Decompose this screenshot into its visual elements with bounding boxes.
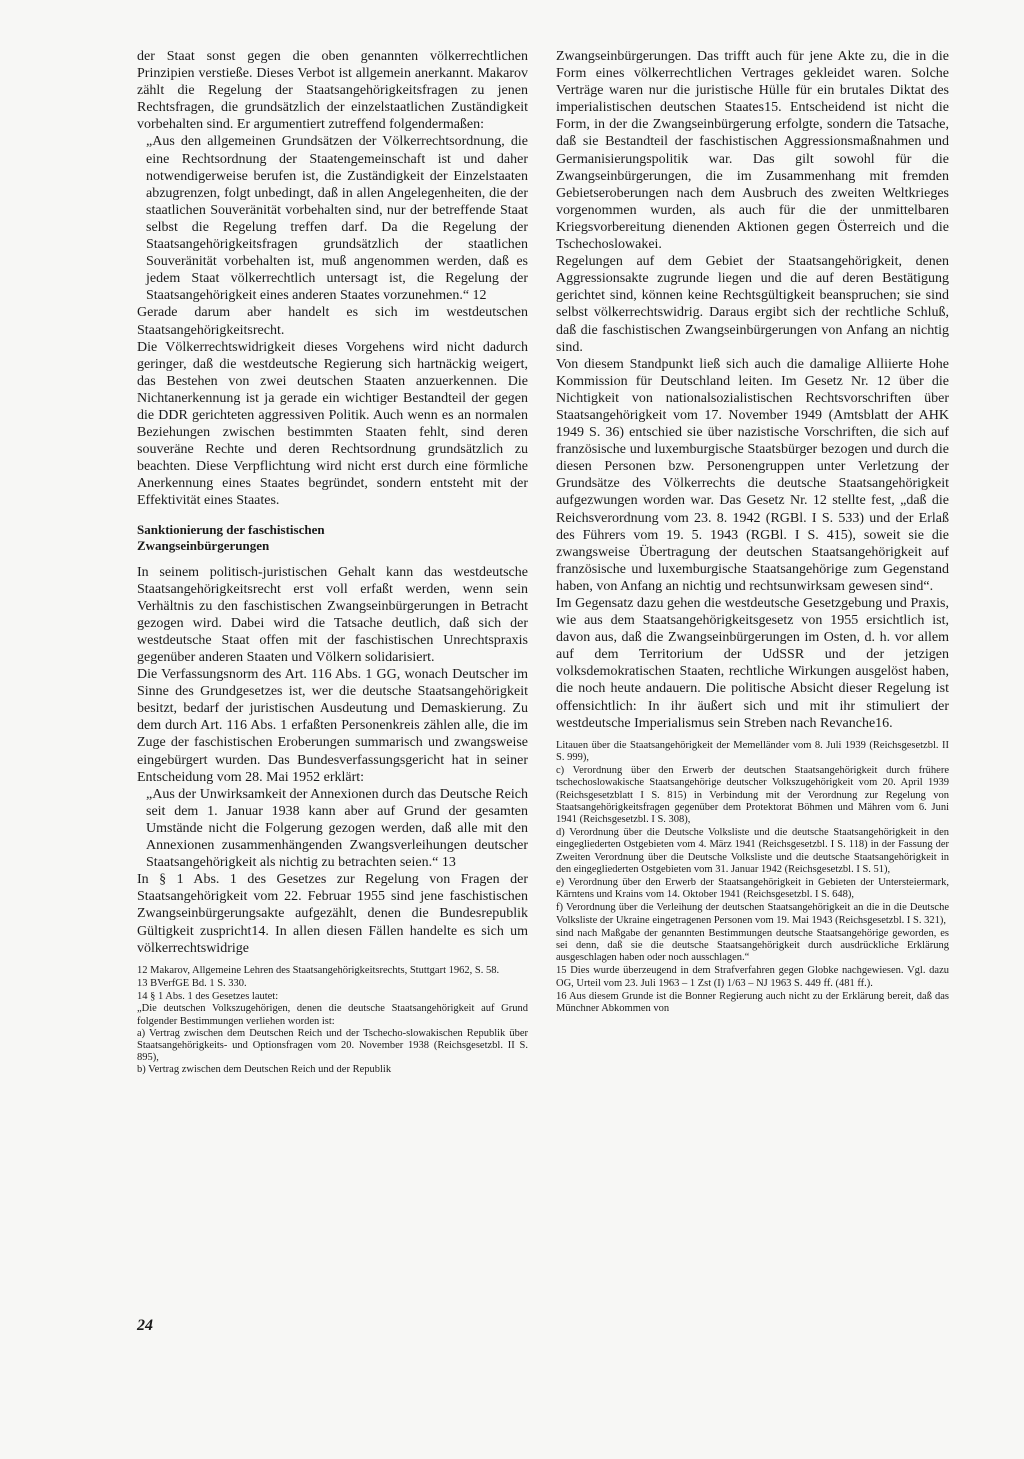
footnote-15: 15 Dies wurde überzeugend in dem Strafverfahren gegen Globke nachgewiesen. Vgl. dazu OG, Urteil vom 23. Juli 1963 – 1 Zst (I) 1/63 – NJ 1963 S. 449 ff. (481 ff.). xyxy=(556,965,949,989)
footnote-14-item-a: a) Vertrag zwischen dem Deutschen Reich und der Tschecho-slowakischen Republik über Staatsangehörigkeits- und Optionsfragen vom 20. November 1938 (Reichsgesetzbl. II S. 895), xyxy=(137,1027,528,1064)
footnote-14: 14 § 1 Abs. 1 des Gesetzes lautet: xyxy=(137,991,279,1003)
page-number: 24 xyxy=(137,1317,153,1334)
footnote-14-closing: sind nach Maßgabe der genannten Bestimmungen deutsche Staatsangehörige geworden, es sei denn, daß sie die deutsche Staatsangehörigkeit durch ausdrückliche Erklärung ausgeschlagen haben oder noch ausschlagen.“ xyxy=(556,927,949,964)
footnote-12: 12 Makarov, Allgemeine Lehren des Staatsangehörigkeitsrechts, Stuttgart 1962, S. 58. xyxy=(137,964,500,976)
footnote-14-item-f: f) Verordnung über die Verleihung der deutschen Staatsangehörigkeit an die in die Deutsche Volksliste der Ukraine eingetragenen Personen vom 19. Mai 1943 (Reichsgesetzbl. I S. 321), xyxy=(556,902,949,926)
paragraph: Die Verfassungsnorm des Art. 116 Abs. 1 GG, wonach Deutscher im Sinne des Grundgesetzes ist, wer die deutsche Staatsangehörigkeit besitzt, bedarf der juristischen Ausdeutung und Demaskierung. Zu dem durch Art. 116 Abs. 1 erfaßten Personenkreis zählen alle, die im Zuge der faschistischen Eroberungen summarisch und zwangsweise eingebürgert wurden. Das Bundesverfassungsgericht hat in seiner Entscheidung vom 28. Mai 1952 erklärt: xyxy=(137,667,528,785)
quotation xyxy=(137,786,528,871)
paragraph: Regelungen auf dem Gebiet der Staatsangehörigkeit, denen Aggressionsakte zugrunde liegen und die auf deren Bestätigung gerichtet sind, können keine Rechtsgültigkeit beanspruchen; sie sind selbst völkerrechtswidrig. Daraus ergibt sich der rechtliche Schluß, daß die faschistischen Zwangseinbürgerungen von Anfang an nichtig sind. xyxy=(556,254,949,355)
paragraph: Die Völkerrechtswidrigkeit dieses Vorgehens wird nicht dadurch geringer, daß die westdeutsche Regierung sich hartnäckig weigert, das Bestehen von zwei deutschen Staaten anzuerkennen. Die Nichtanerkennung ist ja gerade ein wichtiger Bestandteil der gegen die DDR gerichteten aggressiven Politik. Auch wenn es an normalen Beziehungen zwischen bestimmten Staaten fehlt, sind deren souveräne Rechte und deren Rechtsordnung grundsätzlich zu beachten. Diese Verpflichtung wird nicht erst durch eine förmliche Anerkennung eines Staates begründet, sondern entsteht mit der Effektivität eines Staates. xyxy=(137,339,528,509)
footnote-14-item-d: d) Verordnung über die Deutsche Volksliste und die deutsche Staatsangehörigkeit in den eingegliederten Ostgebieten vom 4. März 1941 (Reichsgesetzbl. I S. 118) in der Fassung der Zweiten Verordnung über die Deutsche Volksliste und die deutsche Staatsangehörigkeit in den eingegliederten Ostgebieten vom 31. Januar 1942 (Reichsgesetzbl. I S. 51), xyxy=(556,827,949,875)
quote-text: „Aus der Unwirksamkeit der Annexionen durch das Deutsche Reich seit dem 1. Januar 1938 kann aber auf Grund der gesamten Umstände nicht die Folgerung gezogen werden, daß alle mit den Annexionen zusammenhängenden Zwangsverleihungen deutscher Staatsangehörigkeit als nichtig zu betrachten seien.“ 13 xyxy=(146,786,528,871)
footnote-14-continued: Litauen über die Staatsangehörigkeit der Memelländer vom 8. Juli 1939 (Reichsgesetzbl. II S. 999), xyxy=(556,739,949,763)
footnotes xyxy=(137,965,528,1077)
quote-text: „Aus den allgemeinen Grundsätzen der Völkerrechtsordnung, die eine Rechtsordnung der Staatengemeinschaft ist und daher notwendigerweise berufen ist, die Zuständigkeit der Einzelstaaten abzugrenzen, folgt unbedingt, daß in allen Angelegenheiten, die der staatlichen Souveränität vorbehalten sind, nur der betreffende Staat selbst die Regelung treffen darf. Da die Regelung der Staatsangehörigkeitsfragen grundsätzlich der staatlichen Souveränität vorbehalten ist, muß angenommen werden, daß es jedem Staat völkerrechtlich untersagt ist, die Regelung der Staatsangehörigkeit eines anderen Staates vorzunehmen.“ 12 xyxy=(146,134,528,304)
footnote-14-item-e: e) Verordnung über den Erwerb der Staatsangehörigkeit in Gebieten der Untersteiermark, Kärntens und Krains vom 14. Oktober 1941 (Reichsgesetzbl. I S. 648), xyxy=(556,876,949,901)
paragraph: Zwangseinbürgerungen. Das trifft auch für jene Akte zu, die in die Form eines völkerrechtlichen Vertrages gekleidet waren. Solche Verträge waren nur die juristische Hülle für ein brutales Diktat des imperialistischen deutschen Staates15. Entscheidend ist nicht die Form, in der die Zwangseinbürgerung erfolgte, sondern die Tatsache, daß sie Bestandteil der faschistischen Aggressionsmaßnahmen und Germanisierungspolitik war. Das gilt sowohl für die Zwangseinbürgerungen, die im Zusammenhang mit fremden Gebietseroberungen nach dem Ausbruch des zweiten Weltkrieges vorgenommen wurden, als auch für die der unmittelbaren Kriegsvorbereitung dienenden Aktionen gegen Österreich und die Tschechoslowakei. xyxy=(556,49,949,253)
footnote-14-text: „Die deutschen Volkszugehörigen, denen die deutsche Staatsangehörigkeit auf Grund folgender Bestimmungen verliehen worden ist: xyxy=(137,1003,528,1027)
paragraph: Von diesem Standpunkt ließ sich auch die damalige Alliierte Hohe Kommission für Deutschland leiten. Im Gesetz Nr. 12 über die Nichtigkeit von nationalsozialistischen Rechtsvorschriften über Staatsangehörigkeit vom 17. November 1949 (Amtsblatt der AHK 1949 S. 36) entschied sie über nazistische Vorschriften, die sich auf französische und luxemburgische Staatsbürger bezogen und durch die diesen Personen bzw. Personengruppen unter Verletzung der Grundsätze des Völkerrechts die deutsche Staatsangehörigkeit aufgezwungen worden war. Das Gesetz Nr. 12 stellte fest, „daß die Reichsverordnung vom 23. 8. 1942 (RGBl. I S. 533) und der Erlaß des Führers vom 19. 5. 1943 (RGBl. I S. 415), soweit sie die zwangsweise Übertragung der deutschen Staatsangehörigkeit auf französische und luxemburgische Staatsangehörige zum Gegenstand haben, von Anfang an nichtig und rechtsunwirksam gewesen sind“. xyxy=(556,356,949,594)
paragraph: der Staat sonst gegen die oben genannten völkerrechtlichen Prinzipien verstieße. Dieses Verbot ist allgemein anerkannt. Makarov zählt die Regelung der Staatsangehörigkeitsfragen zu jenen Rechtsfragen, die grundsätzlich der einzelstaatlichen Zuständigkeit vorbehalten sind. Er argumentiert zutreffend folgendermaßen: xyxy=(137,49,528,133)
footnote-16: 16 Aus diesem Grunde ist die Bonner Regierung auch nicht zu der Erklärung bereit, daß das Münchner Abkommen von xyxy=(556,990,949,1015)
right-body xyxy=(556,48,949,732)
left-body-2 xyxy=(137,564,528,957)
paragraph: Im Gegensatz dazu gehen die westdeutsche Gesetzgebung und Praxis, wie aus dem Staatsangehörigkeitsgesetz von 1955 ersichtlich ist, davon aus, daß die Zwangseinbürgerungen im Osten, d. h. vor allem auf dem Territorium der UdSSR und der jetzigen volksdemokratischen Staaten, rechtliche Wirkungen ausgelöst haben, die noch heute andauern. Die politische Absicht dieser Regelung ist offensichtlich: In ihr äußert sich und mit ihr stimuliert der westdeutsche Imperialismus sein Streben nach Revanche16. xyxy=(556,596,949,731)
footnote-14-item-c: c) Verordnung über den Erwerb der deutschen Staatsangehörigkeit durch frühere tschechoslowakische Staatsangehörige deutscher Volkszugehörigkeit vom 20. April 1939 (Reichsgesetzblatt I S. 815) in Verbindung mit der Verordnung zur Regelung von Staatsangehörigkeitsfragen gegenüber dem Protektorat Böhmen und Mähren vom 6. Juni 1941 (Reichsgesetzbl. I S. 308), xyxy=(556,765,949,825)
left-body xyxy=(137,48,528,510)
footnotes xyxy=(556,740,949,1015)
quotation xyxy=(137,133,528,304)
section-heading: Sanktionierung der faschistischen Zwangseinbürgerungen xyxy=(137,521,325,553)
paragraph: Gerade darum aber handelt es sich im westdeutschen Staatsangehörigkeitsrecht. xyxy=(137,305,528,338)
left-column xyxy=(137,48,528,1077)
paragraph: In § 1 Abs. 1 des Gesetzes zur Regelung von Fragen der Staatsangehörigkeit vom 22. Februar 1955 sind jene faschistischen Zwangseinbürgerungsakte aufgezählt, denen die Bundesrepublik Gültigkeit zuspricht14. In allen diesen Fällen handelte es sich um völkerrechtswidrige xyxy=(137,872,528,956)
footnote-14-item-b: b) Vertrag zwischen dem Deutschen Reich und der Republik xyxy=(137,1064,392,1076)
footnote-13: 13 BVerfGE Bd. 1 S. 330. xyxy=(137,977,247,989)
right-column xyxy=(556,48,949,1015)
paragraph: In seinem politisch-juristischen Gehalt kann das westdeutsche Staatsangehörigkeitsrecht erst voll erfaßt werden, wenn sein Verhältnis zu den faschistischen Zwangseinbürgerungen in Betracht gezogen wird. Dabei wird die Tatsache deutlich, daß sich der westdeutsche Staat offen mit der faschistischen Unrechtspraxis gegenüber anderen Staaten und Völkern solidarisiert. xyxy=(137,564,528,665)
